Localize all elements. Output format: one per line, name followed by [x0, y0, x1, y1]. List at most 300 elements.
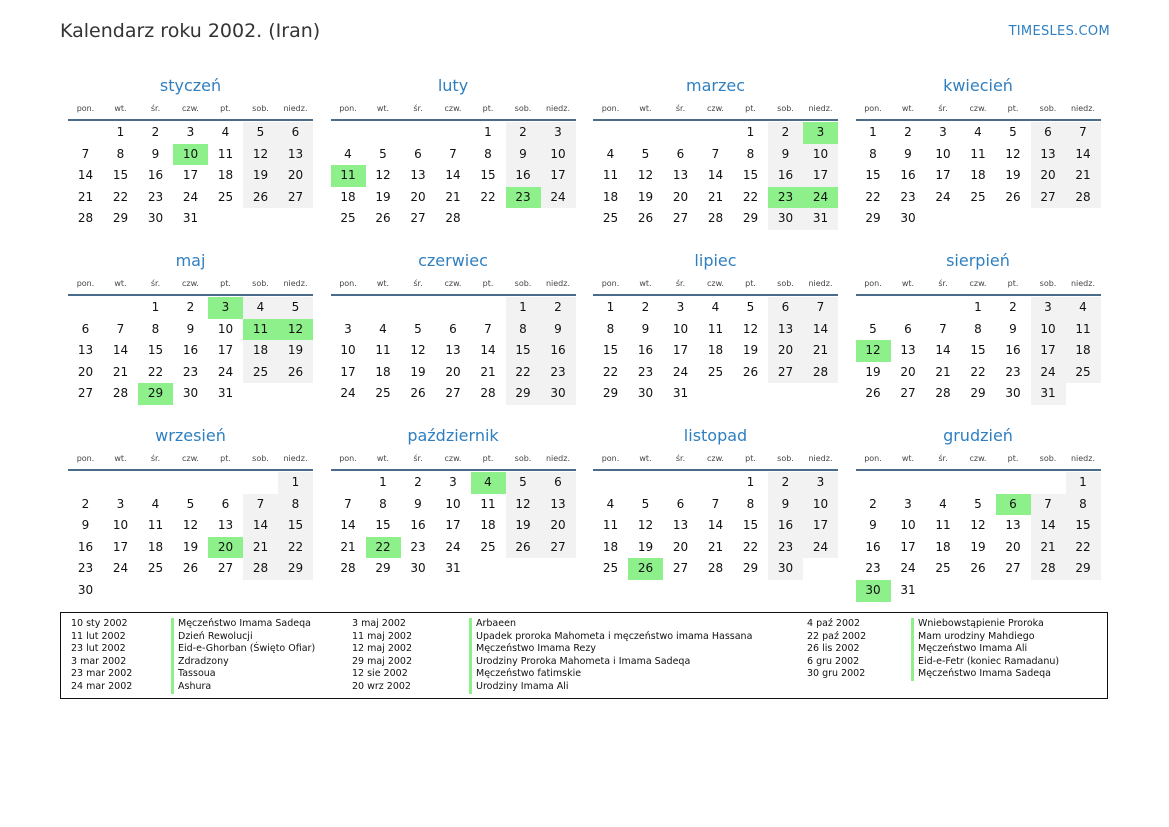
- day-cell: 26: [410, 386, 426, 401]
- day-cell: 26: [637, 211, 654, 226]
- day-cell: 21: [112, 364, 129, 379]
- holiday-name: Arbaeen: [469, 618, 752, 631]
- day-cell: 29: [602, 386, 619, 401]
- month-calendar: [331, 72, 576, 247]
- day-cell: 25: [480, 539, 496, 554]
- holiday-name: Męczeństwo fatimskie: [469, 668, 752, 681]
- day-cell: 28: [707, 561, 724, 576]
- weekday-label: pt.: [220, 279, 231, 288]
- weekday-label: śr.: [938, 454, 948, 463]
- day-cell: 24: [340, 386, 356, 401]
- day-cell: 19: [243, 165, 278, 187]
- day-cell: 6: [414, 146, 422, 161]
- day-cell: 2: [81, 496, 90, 511]
- day-cell: 27: [672, 211, 689, 226]
- day-cell: 30: [637, 386, 654, 401]
- weekday-label: pt.: [1007, 454, 1019, 463]
- day-cell: 11: [147, 518, 164, 533]
- empty-cell: [628, 122, 663, 144]
- month-name: luty: [437, 76, 469, 95]
- day-cell: 12: [506, 494, 541, 516]
- day-cell: 17: [935, 168, 951, 183]
- holiday-date: 12 maj 2002: [352, 643, 413, 655]
- day-cell: 27: [1031, 187, 1066, 209]
- empty-cell: [663, 472, 698, 494]
- day-cell: 23: [147, 189, 164, 204]
- day-cell: 28: [340, 561, 356, 576]
- weekday-header: [593, 99, 838, 121]
- day-cell: 30: [768, 208, 803, 230]
- day-cell: 11: [602, 518, 619, 533]
- holiday-dates-column: [352, 618, 412, 694]
- day-cell: 12: [637, 168, 654, 183]
- day-cell: 27: [768, 362, 803, 384]
- day-cell: 5: [974, 496, 982, 511]
- day-cell: 21: [340, 539, 356, 554]
- day-cell: 6: [221, 496, 230, 511]
- day-cell: 26: [865, 386, 881, 401]
- day-cell: 3: [186, 125, 195, 139]
- weekday-label: czw.: [707, 104, 724, 113]
- day-cell: 4: [606, 496, 615, 511]
- holiday-day-cell: 6: [996, 494, 1031, 516]
- day-cell: 15: [375, 518, 391, 533]
- weekday-label: czw.: [182, 279, 199, 288]
- day-cell: 21: [707, 539, 724, 554]
- empty-cell: [68, 297, 103, 319]
- holiday-name: Dzień Rewolucji: [171, 631, 315, 644]
- day-cell: 20: [541, 515, 576, 537]
- weekday-label: czw.: [444, 454, 462, 463]
- day-cell: 25: [375, 386, 391, 401]
- day-cell: 7: [1031, 494, 1066, 516]
- day-cell: 10: [445, 496, 461, 511]
- month-name: wrzesień: [155, 426, 226, 445]
- day-cell: 1: [606, 300, 615, 314]
- day-cell: 6: [449, 321, 457, 336]
- day-cell: 9: [81, 518, 90, 533]
- day-cell: 26: [970, 561, 986, 576]
- day-cell: 21: [803, 340, 838, 362]
- day-cell: 28: [707, 211, 724, 226]
- day-cell: 10: [217, 321, 234, 336]
- months-grid: [68, 72, 1101, 597]
- empty-cell: [331, 297, 366, 319]
- day-cell: 22: [278, 537, 313, 559]
- weekday-label: niedz.: [545, 104, 571, 113]
- month-name: listopad: [683, 426, 748, 445]
- weekday-label: wt.: [114, 279, 127, 288]
- day-cell: 5: [869, 321, 877, 336]
- day-cell: 8: [869, 146, 877, 161]
- weekday-label: sob.: [514, 279, 532, 288]
- day-grid: [68, 122, 313, 230]
- day-cell: 2: [186, 300, 195, 314]
- day-cell: 15: [278, 515, 313, 537]
- day-cell: 4: [379, 321, 387, 336]
- day-cell: 10: [803, 144, 838, 166]
- day-cell: 18: [602, 189, 619, 204]
- holiday-date: 24 mar 2002: [71, 680, 133, 692]
- day-cell: 15: [742, 518, 759, 533]
- weekday-label: sob.: [777, 454, 794, 463]
- day-cell: 15: [602, 343, 619, 358]
- day-cell: 17: [900, 539, 916, 554]
- empty-cell: [138, 472, 173, 494]
- day-cell: 12: [1005, 146, 1021, 161]
- day-cell: 15: [1066, 515, 1101, 537]
- holiday-day-cell: 11: [243, 319, 278, 341]
- empty-cell: [436, 122, 471, 144]
- day-cell: 23: [410, 539, 426, 554]
- day-cell: 24: [900, 561, 916, 576]
- day-cell: 14: [935, 343, 951, 358]
- day-cell: 13: [768, 319, 803, 341]
- day-cell: 27: [672, 561, 689, 576]
- month-name: sierpień: [946, 251, 1010, 270]
- month-calendar: [331, 247, 576, 422]
- day-cell: 10: [935, 146, 951, 161]
- day-cell: 27: [410, 211, 426, 226]
- weekday-label: sob.: [252, 454, 269, 463]
- weekday-label: czw.: [969, 279, 987, 288]
- day-cell: 3: [1031, 297, 1066, 319]
- empty-cell: [891, 472, 926, 494]
- month-calendar: [593, 247, 838, 422]
- day-cell: 13: [1031, 144, 1066, 166]
- day-cell: 3: [676, 300, 685, 314]
- day-cell: 27: [541, 537, 576, 559]
- day-grid: [593, 472, 838, 580]
- day-cell: 7: [484, 321, 492, 336]
- holiday-date: 3 maj 2002: [352, 618, 406, 629]
- day-cell: 9: [768, 494, 803, 516]
- day-cell: 8: [746, 496, 755, 511]
- day-cell: 16: [410, 518, 426, 533]
- holiday-day-cell: 4: [471, 472, 506, 494]
- day-cell: 31: [803, 208, 838, 230]
- month-calendar: [856, 72, 1101, 247]
- day-cell: 6: [278, 122, 313, 144]
- empty-cell: [331, 472, 366, 494]
- day-cell: 8: [484, 146, 492, 161]
- day-cell: 3: [803, 472, 838, 494]
- weekday-label: pon.: [76, 279, 95, 288]
- day-cell: 11: [375, 343, 391, 358]
- day-cell: 14: [803, 319, 838, 341]
- weekday-label: pon.: [864, 279, 882, 288]
- weekday-label: wt.: [376, 454, 390, 463]
- day-cell: 10: [340, 343, 356, 358]
- weekday-label: niedz.: [808, 104, 833, 113]
- day-cell: 24: [935, 189, 951, 204]
- day-grid: [68, 472, 313, 602]
- day-cell: 9: [541, 319, 576, 341]
- day-cell: 11: [602, 168, 619, 183]
- month-name: kwiecień: [943, 76, 1013, 95]
- weekday-label: sob.: [1039, 104, 1057, 113]
- day-cell: 31: [1031, 383, 1066, 405]
- holiday-day-cell: 24: [803, 187, 838, 209]
- day-cell: 1: [484, 125, 492, 139]
- day-cell: 17: [1031, 340, 1066, 362]
- weekday-label: pt.: [220, 454, 231, 463]
- weekday-label: pon.: [76, 104, 95, 113]
- day-cell: 8: [506, 319, 541, 341]
- day-cell: 30: [541, 383, 576, 405]
- day-cell: 13: [900, 343, 916, 358]
- weekday-label: wt.: [901, 104, 915, 113]
- day-cell: 6: [1031, 122, 1066, 144]
- weekday-label: pon.: [601, 454, 620, 463]
- holiday-day-cell: 20: [208, 537, 243, 559]
- empty-cell: [961, 472, 996, 494]
- day-cell: 29: [375, 561, 391, 576]
- day-cell: 25: [707, 364, 724, 379]
- day-cell: 18: [707, 343, 724, 358]
- weekday-label: śr.: [150, 279, 161, 288]
- day-cell: 2: [541, 297, 576, 319]
- holiday-day-cell: 23: [506, 187, 541, 209]
- weekday-label: niedz.: [808, 279, 833, 288]
- weekday-label: sob.: [514, 454, 532, 463]
- day-cell: 20: [278, 165, 313, 187]
- weekday-label: pon.: [76, 454, 95, 463]
- holiday-day-cell: 30: [856, 580, 891, 602]
- holiday-name: Męczeństwo Imama Ali: [911, 643, 1059, 656]
- day-cell: 28: [480, 386, 496, 401]
- day-cell: 20: [445, 364, 461, 379]
- weekday-label: pon.: [339, 104, 357, 113]
- day-cell: 25: [340, 211, 356, 226]
- day-cell: 16: [900, 168, 916, 183]
- holiday-day-cell: 26: [628, 558, 663, 580]
- day-cell: 20: [410, 189, 426, 204]
- day-cell: 3: [541, 122, 576, 144]
- empty-cell: [366, 122, 401, 144]
- holiday-day-cell: 3: [803, 122, 838, 144]
- day-cell: 6: [541, 472, 576, 494]
- day-cell: 15: [970, 343, 986, 358]
- day-cell: 16: [77, 539, 94, 554]
- weekday-label: niedz.: [545, 454, 571, 463]
- page-title: Kalendarz roku 2002. (Iran): [60, 20, 321, 42]
- day-cell: 8: [606, 321, 615, 336]
- weekday-label: wt.: [114, 104, 127, 113]
- day-cell: 7: [116, 321, 125, 336]
- holiday-name: Urodziny Proroka Mahometa i Imama Sadeqa: [469, 656, 752, 669]
- holiday-name: Upadek proroka Mahometa i męczeństwo imama Hassana: [469, 631, 752, 644]
- day-cell: 5: [641, 146, 650, 161]
- day-cell: 20: [1005, 539, 1021, 554]
- holiday-date: 11 lut 2002: [71, 630, 126, 642]
- day-cell: 4: [974, 125, 982, 139]
- day-cell: 3: [449, 475, 457, 489]
- day-cell: 18: [480, 518, 496, 533]
- day-cell: 9: [151, 146, 160, 161]
- weekday-header: [331, 274, 576, 296]
- day-cell: 4: [221, 125, 230, 139]
- day-cell: 16: [147, 168, 164, 183]
- holiday-date: 6 gru 2002: [807, 655, 860, 667]
- holiday-name: Zdradzony: [171, 656, 315, 669]
- weekday-header: [68, 99, 313, 121]
- day-cell: 2: [506, 122, 541, 144]
- day-cell: 11: [935, 518, 951, 533]
- day-cell: 1: [379, 475, 387, 489]
- empty-cell: [68, 122, 103, 144]
- day-cell: 12: [970, 518, 986, 533]
- month-name: grudzień: [943, 426, 1013, 445]
- day-cell: 12: [637, 518, 654, 533]
- day-cell: 16: [541, 340, 576, 362]
- day-cell: 22: [480, 189, 496, 204]
- day-cell: 21: [935, 364, 951, 379]
- weekday-label: niedz.: [1070, 104, 1096, 113]
- day-cell: 22: [865, 189, 881, 204]
- day-cell: 3: [939, 125, 947, 139]
- empty-cell: [436, 297, 471, 319]
- day-cell: 4: [1066, 297, 1101, 319]
- day-cell: 24: [182, 189, 199, 204]
- day-cell: 1: [869, 125, 877, 139]
- day-cell: 20: [900, 364, 916, 379]
- empty-cell: [663, 122, 698, 144]
- day-cell: 6: [676, 496, 685, 511]
- day-cell: 23: [182, 364, 199, 379]
- day-cell: 30: [147, 211, 164, 226]
- day-cell: 24: [445, 539, 461, 554]
- day-cell: 11: [970, 146, 986, 161]
- day-cell: 31: [445, 561, 461, 576]
- day-cell: 22: [970, 364, 986, 379]
- day-cell: 14: [1031, 515, 1066, 537]
- day-cell: 29: [970, 386, 986, 401]
- weekday-label: pt.: [745, 104, 756, 113]
- weekday-header: [68, 274, 313, 296]
- site-link[interactable]: TIMESLES.COM: [1008, 24, 1110, 39]
- day-cell: 11: [217, 146, 234, 161]
- weekday-label: śr.: [413, 279, 423, 288]
- day-cell: 8: [116, 146, 125, 161]
- day-cell: 5: [506, 472, 541, 494]
- day-cell: 15: [147, 343, 164, 358]
- holiday-date: 11 maj 2002: [352, 630, 413, 642]
- day-cell: 4: [344, 146, 352, 161]
- weekday-label: czw.: [969, 454, 987, 463]
- day-cell: 24: [541, 187, 576, 209]
- day-cell: 26: [375, 211, 391, 226]
- day-cell: 28: [445, 211, 461, 226]
- holiday-names-column: [469, 618, 752, 694]
- month-calendar: [331, 422, 576, 597]
- weekday-label: niedz.: [808, 454, 833, 463]
- day-cell: 8: [1066, 494, 1101, 516]
- day-cell: 19: [742, 343, 759, 358]
- day-cell: 18: [970, 168, 986, 183]
- day-cell: 13: [672, 168, 689, 183]
- holiday-date: 30 gru 2002: [807, 668, 866, 680]
- empty-cell: [208, 472, 243, 494]
- day-cell: 17: [112, 539, 129, 554]
- day-cell: 19: [278, 340, 313, 362]
- day-cell: 24: [803, 537, 838, 559]
- day-cell: 15: [865, 168, 881, 183]
- empty-cell: [103, 472, 138, 494]
- weekday-label: pon.: [339, 454, 357, 463]
- day-grid: [68, 297, 313, 405]
- month-calendar: [68, 422, 313, 597]
- weekday-label: czw.: [182, 454, 199, 463]
- day-cell: 18: [935, 539, 951, 554]
- weekday-header: [856, 99, 1101, 121]
- day-cell: 19: [410, 364, 426, 379]
- day-cell: 10: [803, 494, 838, 516]
- day-cell: 5: [243, 122, 278, 144]
- day-cell: 30: [768, 558, 803, 580]
- holiday-name: Eid-e-Ghorban (Święto Ofiar): [171, 643, 315, 656]
- day-cell: 16: [1005, 343, 1021, 358]
- weekday-label: śr.: [150, 454, 161, 463]
- day-cell: 13: [217, 518, 234, 533]
- weekday-label: pt.: [745, 279, 756, 288]
- day-cell: 18: [340, 189, 356, 204]
- empty-cell: [593, 122, 628, 144]
- empty-cell: [401, 122, 436, 144]
- month-calendar: [68, 72, 313, 247]
- day-cell: 17: [672, 343, 689, 358]
- day-cell: 23: [1005, 364, 1021, 379]
- day-cell: 20: [1031, 165, 1066, 187]
- day-cell: 21: [1031, 537, 1066, 559]
- holiday-date: 22 paź 2002: [807, 630, 867, 642]
- day-cell: 13: [445, 343, 461, 358]
- weekday-label: śr.: [413, 454, 423, 463]
- day-cell: 14: [707, 518, 724, 533]
- day-cell: 1: [974, 300, 982, 314]
- day-cell: 23: [900, 189, 916, 204]
- holiday-day-cell: 12: [278, 319, 313, 341]
- empty-cell: [628, 472, 663, 494]
- holiday-name: Męczeństwo Imama Rezy: [469, 643, 752, 656]
- day-cell: 12: [243, 144, 278, 166]
- weekday-label: niedz.: [1070, 279, 1096, 288]
- day-cell: 23: [865, 561, 881, 576]
- day-cell: 2: [904, 125, 912, 139]
- day-cell: 14: [707, 168, 724, 183]
- day-cell: 9: [506, 144, 541, 166]
- holiday-name: Wniebowstąpienie Proroka: [911, 618, 1059, 631]
- day-cell: 6: [904, 321, 912, 336]
- day-cell: 7: [449, 146, 457, 161]
- empty-cell: [856, 297, 891, 319]
- day-cell: 4: [939, 496, 947, 511]
- holiday-dates-column: [71, 618, 132, 694]
- day-cell: 20: [672, 539, 689, 554]
- day-cell: 21: [243, 537, 278, 559]
- day-cell: 23: [768, 537, 803, 559]
- day-cell: 14: [480, 343, 496, 358]
- day-cell: 24: [1031, 362, 1066, 384]
- holiday-name: Urodziny Imama Ali: [469, 681, 752, 694]
- day-cell: 18: [217, 168, 234, 183]
- holiday-day-cell: 12: [856, 340, 891, 362]
- day-cell: 16: [506, 165, 541, 187]
- holiday-date: 10 sty 2002: [71, 618, 128, 629]
- day-cell: 18: [375, 364, 391, 379]
- weekday-label: wt.: [376, 104, 390, 113]
- day-cell: 28: [112, 386, 129, 401]
